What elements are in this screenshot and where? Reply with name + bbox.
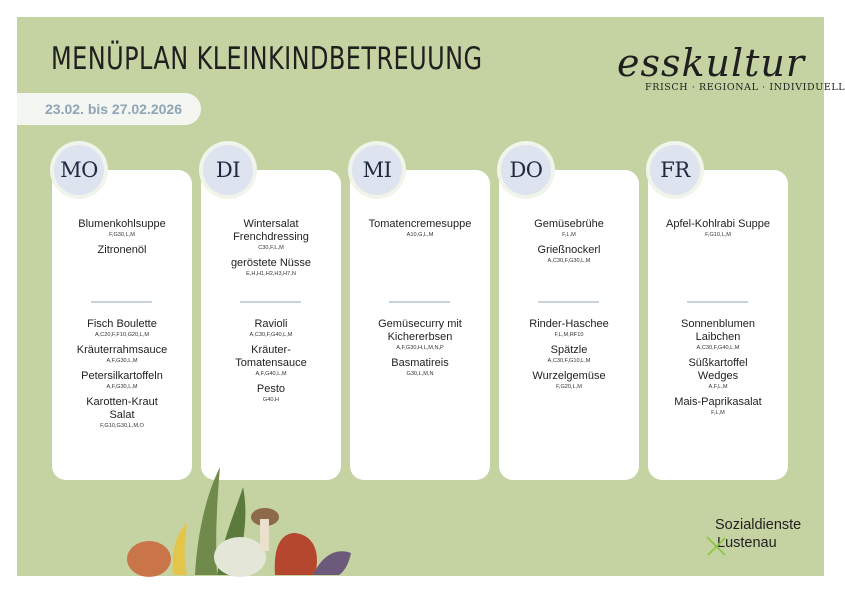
allergen-codes: F,G20,L,M xyxy=(556,384,582,390)
section-divider xyxy=(687,301,748,303)
allergen-codes: A,F,L,M xyxy=(708,384,728,390)
allergen-codes: F,G10,L,M xyxy=(705,232,731,238)
dish-name: Basmatireis xyxy=(391,357,449,369)
section-divider xyxy=(91,301,152,303)
main-section xyxy=(648,318,788,422)
day-badge-ring xyxy=(497,141,555,199)
dish-name: Karotten-Kraut Salat xyxy=(86,396,158,421)
main-section xyxy=(201,318,341,409)
day-badge-ring xyxy=(646,141,704,199)
day-badge: DO xyxy=(501,145,551,195)
allergen-codes: A,C30,F,G40,L,M xyxy=(696,345,740,351)
main-section xyxy=(52,318,192,435)
kale-shape xyxy=(313,551,351,575)
allergen-codes: F,L,M,RF10 xyxy=(554,332,584,338)
day-badge: MO xyxy=(54,145,104,195)
dish-name: Apfel-Kohlrabi Suppe xyxy=(666,218,770,230)
vegetable-illustration xyxy=(125,447,355,577)
allergen-codes: F,L,M xyxy=(562,232,576,238)
dish-name: Petersilkartoffeln xyxy=(81,370,163,382)
brand-line-2: Lustenau xyxy=(717,535,777,551)
tomato-shape xyxy=(127,541,171,577)
allergen-codes: A,F,G30,H,L,M,N,P xyxy=(396,345,444,351)
allergen-codes: A,F,G30,L,M xyxy=(106,358,138,364)
allergen-codes: F,G30,L,M xyxy=(109,232,135,238)
page-title: MENÜPLAN KLEINKINDBETREUUNG xyxy=(51,41,483,77)
logo-tagline: FRISCH · REGIONAL · INDIVIDUELL xyxy=(645,82,845,93)
dish-name: Ravioli xyxy=(254,318,288,330)
main-section xyxy=(350,318,490,383)
dish-name: Gemüsecurry mit Kichererbsen xyxy=(378,318,462,343)
dish-name: Süßkartoffel Wedges xyxy=(688,357,748,382)
day-column xyxy=(648,170,788,480)
starter-section xyxy=(648,218,788,244)
dish-name: Gemüsebrühe xyxy=(534,218,604,230)
day-column xyxy=(499,170,639,480)
allergen-codes: A10,G,L,M xyxy=(406,232,434,238)
dish-name: Mais-Paprikasalat xyxy=(674,396,762,408)
allergen-codes: F,G10,G30,L,M,O xyxy=(100,423,144,429)
logo-wordmark: esskultur xyxy=(617,41,806,85)
dish-name: Pesto xyxy=(256,383,286,395)
main-section xyxy=(499,318,639,396)
dish-name: Spätzle xyxy=(550,344,588,356)
allergen-codes: A,C30,F,G10,L,M xyxy=(547,358,591,364)
allergen-codes: G30,L,M,N xyxy=(406,371,434,377)
allergen-codes: F,L,M xyxy=(711,410,725,416)
dish-name: Rinder-Haschee xyxy=(529,318,609,330)
starter-section xyxy=(201,218,341,283)
pepper-shape xyxy=(275,533,317,575)
dish-name: Sonnenblumen Laibchen xyxy=(680,318,755,343)
cauliflower-shape xyxy=(214,537,266,577)
banana-shape xyxy=(173,523,187,575)
allergen-codes: C30,F,L,M xyxy=(258,245,284,251)
allergen-codes: G40,H xyxy=(262,397,280,403)
section-divider xyxy=(389,301,450,303)
allergen-codes: E,H,H1,H2,H3,H7,N xyxy=(246,271,296,277)
allergen-codes: A,C30,F,G40,L,M xyxy=(249,332,293,338)
dish-name: Zitronenöl xyxy=(97,244,147,256)
dish-name: Kräuterrahmsauce xyxy=(76,344,168,356)
sozialdienste-lustenau-logo xyxy=(715,516,801,552)
dish-name: Tomatencremesuppe xyxy=(368,218,472,230)
day-badge: FR xyxy=(650,145,700,195)
brand-line-1: Sozialdienste xyxy=(715,517,802,533)
day-badge: DI xyxy=(203,145,253,195)
starter-section xyxy=(350,218,490,244)
dish-name: Wintersalat Frenchdressing xyxy=(233,218,309,243)
brand-cross-icon xyxy=(705,535,727,557)
day-badge: MI xyxy=(352,145,402,195)
day-badge-ring xyxy=(199,141,257,199)
esskultur-logo xyxy=(617,41,845,101)
allergen-codes: A,C30,F,G30,L,M xyxy=(547,258,591,264)
day-badge-ring xyxy=(348,141,406,199)
dish-name: geröstete Nüsse xyxy=(230,257,312,269)
dish-name: Grießnockerl xyxy=(537,244,601,256)
dish-name: Blumenkohlsuppe xyxy=(78,218,166,230)
day-column xyxy=(52,170,192,480)
dish-name: Fisch Boulette xyxy=(87,318,157,330)
day-column xyxy=(201,170,341,480)
dish-name: Wurzelgemüse xyxy=(532,370,606,382)
starter-section xyxy=(52,218,192,261)
mushroom-stem xyxy=(260,519,269,551)
starter-section xyxy=(499,218,639,270)
date-range-badge: 23.02. bis 27.02.2026 xyxy=(17,93,201,125)
menu-board xyxy=(17,17,845,576)
allergen-codes: A,C20,F,F10,G20,L,M xyxy=(94,332,150,338)
allergen-codes: A,F,G40,L,M xyxy=(255,371,287,377)
section-divider xyxy=(538,301,599,303)
allergen-codes: A,F,G30,L,M xyxy=(106,384,138,390)
day-column xyxy=(350,170,490,480)
section-divider xyxy=(240,301,301,303)
day-badge-ring xyxy=(50,141,108,199)
dish-name: Kräuter-Tomatensauce xyxy=(235,344,307,369)
